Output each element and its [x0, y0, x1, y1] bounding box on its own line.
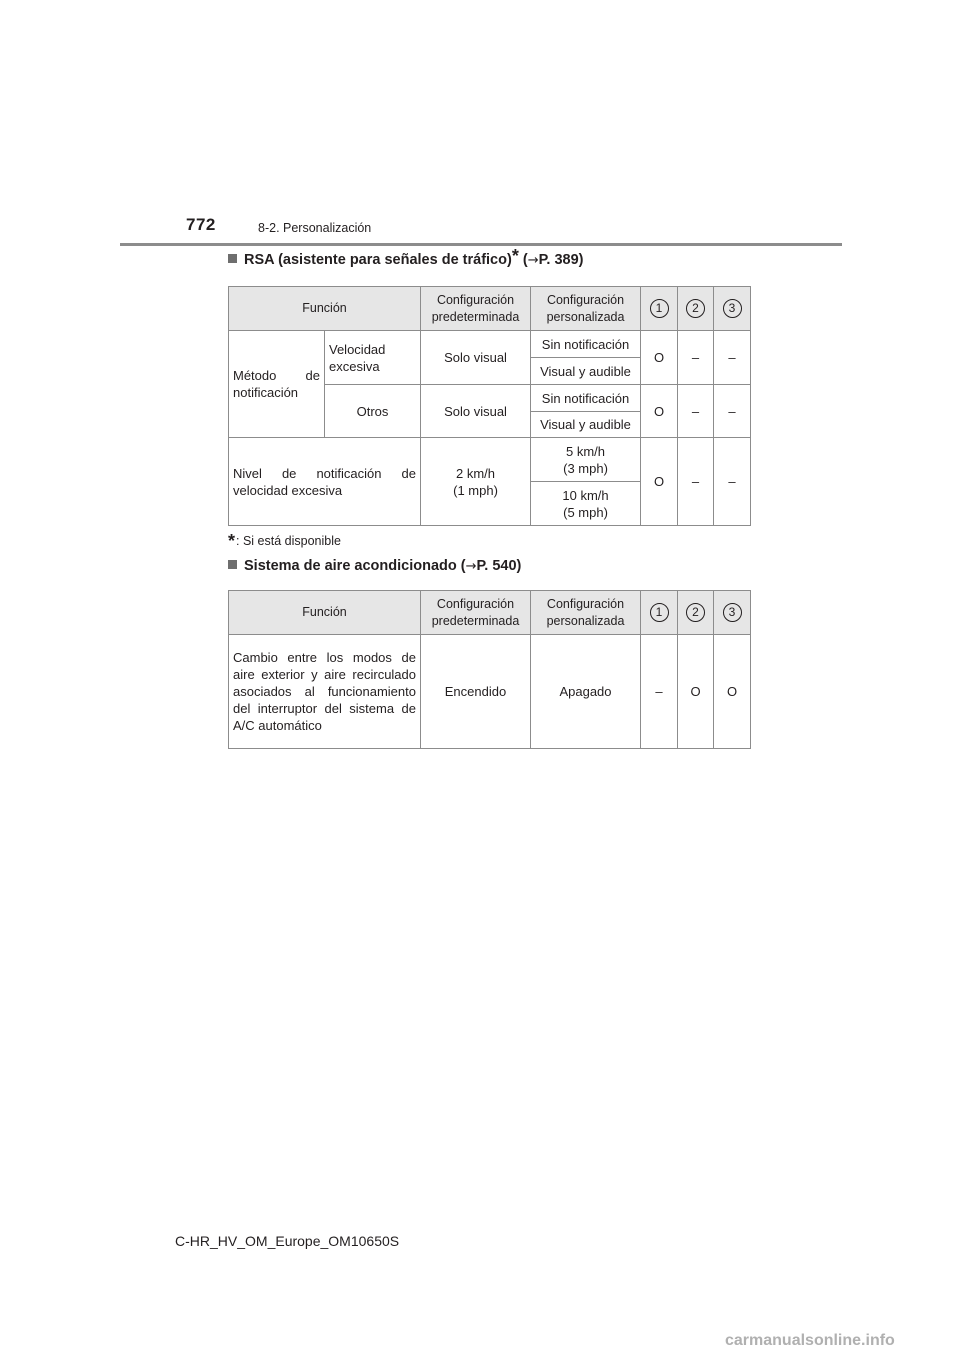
table-header-row — [229, 287, 751, 331]
cell-velocidad-c3: – — [714, 331, 751, 385]
nivel-default-line2: (1 mph) — [453, 482, 498, 498]
cell-velocidad-opt1: Sin notificación — [531, 331, 641, 358]
cell-ac-default: Encendido — [421, 635, 531, 749]
cell-nivel-c3: – — [714, 438, 751, 526]
square-bullet-icon — [228, 254, 237, 263]
cell-otros-c1: O — [641, 385, 678, 438]
footnote-text: : Si está disponible — [236, 534, 341, 548]
nivel-opt2-line1: 10 km/h — [562, 487, 609, 503]
cell-ac-c3: O — [714, 635, 751, 749]
square-bullet-icon — [228, 560, 237, 569]
circled-3-icon: 3 — [723, 603, 742, 622]
cell-otros-c3: – — [714, 385, 751, 438]
asterisk-mark: * — [511, 246, 519, 266]
cell-otros-default: Solo visual — [421, 385, 531, 438]
cell-metodo: Método de notificación — [229, 331, 325, 438]
ac-title: Sistema de aire acondicionado ( — [244, 558, 466, 574]
cell-nivel-c1: O — [641, 438, 678, 526]
header-divider — [120, 243, 842, 246]
cell-nivel-default — [421, 438, 531, 526]
cell-otros: Otros — [325, 385, 421, 438]
arrow-right-icon: → — [527, 253, 539, 268]
header-custom: Configuración personalizada — [531, 591, 641, 635]
watermark: carmanualsonline.info — [725, 1332, 895, 1349]
cell-ac-c1: – — [641, 635, 678, 749]
header-default: Configuración predeterminada — [421, 287, 531, 331]
ac-page-ref: P. 540) — [476, 558, 522, 574]
header-funcion: Función — [229, 287, 421, 331]
cell-nivel-opt1 — [531, 438, 641, 482]
nivel-default-line1: 2 km/h — [456, 465, 496, 481]
ref-open: ( — [518, 252, 528, 268]
header-custom: Configuración personalizada — [531, 287, 641, 331]
arrow-right-icon: → — [465, 559, 477, 574]
header-col-2 — [678, 591, 714, 635]
rsa-title: RSA (asistente para señales de tráfico) — [244, 252, 512, 268]
footnote — [228, 531, 341, 552]
table-row — [229, 331, 751, 358]
rsa-heading — [228, 246, 584, 268]
rsa-page-ref: P. 389) — [538, 252, 584, 268]
circled-1-icon: 1 — [650, 603, 669, 622]
page-number: 772 — [186, 215, 216, 234]
table-header-row — [229, 591, 751, 635]
cell-velocidad-opt2: Visual y audible — [531, 358, 641, 385]
nivel-opt1-line2: (3 mph) — [563, 460, 608, 476]
ac-heading — [228, 558, 521, 574]
header-col-1 — [641, 591, 678, 635]
nivel-opt1-line1: 5 km/h — [566, 443, 606, 459]
section-label: 8-2. Personalización — [258, 221, 372, 235]
header-col-2 — [678, 287, 714, 331]
circled-3-icon: 3 — [723, 299, 742, 318]
cell-ac-custom: Apagado — [531, 635, 641, 749]
cell-velocidad-default: Solo visual — [421, 331, 531, 385]
cell-velocidad-c1: O — [641, 331, 678, 385]
circled-2-icon: 2 — [686, 299, 705, 318]
cell-otros-c2: – — [678, 385, 714, 438]
header-col-1 — [641, 287, 678, 331]
rsa-settings-table — [228, 286, 751, 526]
cell-velocidad: Velocidad excesiva — [325, 331, 421, 385]
cell-otros-opt1: Sin notificación — [531, 385, 641, 412]
footnote-asterisk: * — [228, 531, 236, 551]
cell-velocidad-c2: – — [678, 331, 714, 385]
nivel-opt2-line2: (5 mph) — [563, 504, 608, 520]
ac-settings-table — [228, 590, 751, 749]
cell-nivel: Nivel de notificación de velocidad excesiva — [229, 438, 421, 526]
header-col-3 — [714, 591, 751, 635]
header-funcion: Función — [229, 591, 421, 635]
cell-nivel-opt2 — [531, 482, 641, 526]
circled-1-icon: 1 — [650, 299, 669, 318]
table-row — [229, 635, 751, 749]
circled-2-icon: 2 — [686, 603, 705, 622]
footer-document-code: C-HR_HV_OM_Europe_OM10650S — [175, 1233, 400, 1249]
cell-ac-funcion: Cambio entre los modos de aire exterior y aire recirculado asociados al funcionamiento del interruptor del sistema de A/C automático — [229, 635, 421, 749]
cell-nivel-c2: – — [678, 438, 714, 526]
cell-otros-opt2: Visual y audible — [531, 412, 641, 438]
cell-ac-c2: O — [678, 635, 714, 749]
table-row — [229, 438, 751, 482]
header-default: Configuración predeterminada — [421, 591, 531, 635]
header-col-3 — [714, 287, 751, 331]
